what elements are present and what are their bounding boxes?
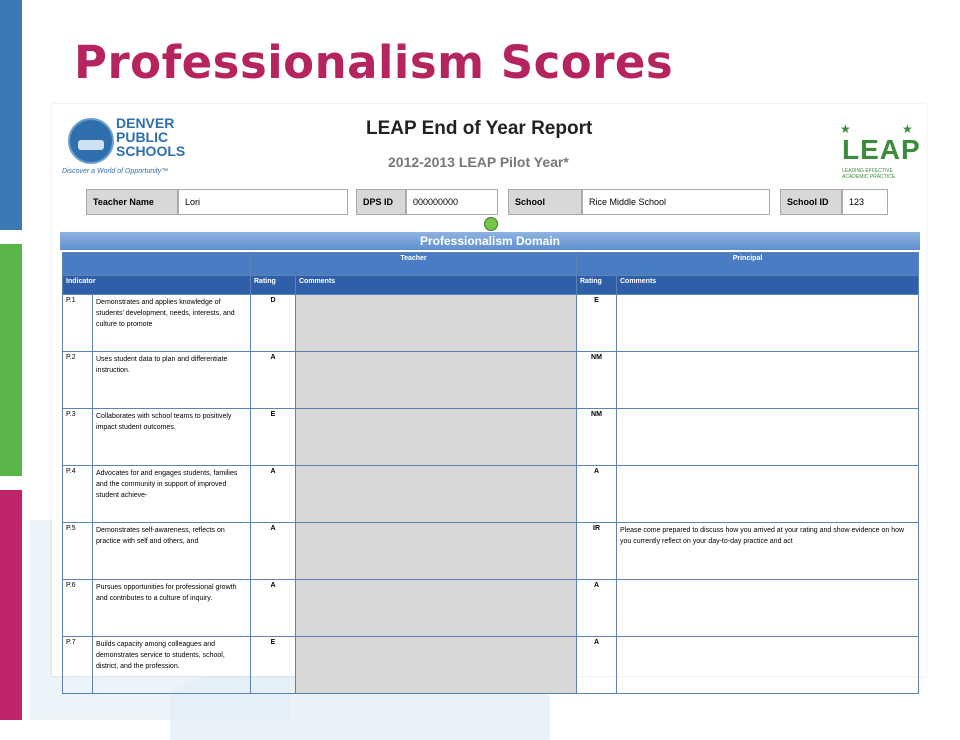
table-row (63, 352, 919, 409)
domain-title: Professionalism Domain (60, 232, 920, 250)
principal-rating[interactable]: NM (577, 352, 617, 409)
principal-comment-cell[interactable] (617, 295, 919, 352)
school-id-label: School ID (780, 189, 842, 215)
principal-comment-cell[interactable] (617, 637, 919, 694)
dps-tagline: Discover a World of Opportunity™ (62, 168, 169, 175)
teacher-name-value[interactable]: Lori (178, 189, 348, 215)
teacher-group-header: Teacher (251, 253, 577, 276)
school-field (508, 188, 770, 216)
indicator-code: P.3 (63, 409, 93, 466)
indicator-text: Uses student data to plan and differentiate instruction. (93, 352, 251, 409)
school-value[interactable]: Rice Middle School (582, 189, 770, 215)
teacher-name-label: Teacher Name (86, 189, 178, 215)
principal-rating[interactable]: E (577, 295, 617, 352)
school-label: School (508, 189, 582, 215)
teacher-comment-cell[interactable] (296, 409, 577, 466)
indicator-code: P.7 (63, 637, 93, 694)
principal-comment-cell[interactable] (617, 409, 919, 466)
teacher-comments-header: Comments (296, 276, 577, 295)
indicator-text: Collaborates with school teams to positively impact student outcomes. (93, 409, 251, 466)
accent-bar-green (0, 244, 22, 476)
indicator-code: P.1 (63, 295, 93, 352)
indicator-text: Demonstrates and applies knowledge of students' development, needs, interests, and culture to promote (93, 295, 251, 352)
teacher-rating[interactable]: A (251, 466, 296, 523)
principal-comment-cell[interactable] (617, 580, 919, 637)
teacher-comment-cell[interactable] (296, 637, 577, 694)
teacher-comment-cell[interactable] (296, 523, 577, 580)
dps-emblem-icon (68, 118, 114, 164)
indicator-text: Pursues opportunities for professional growth and contributes to a culture of inquiry. (93, 580, 251, 637)
principal-rating[interactable]: A (577, 466, 617, 523)
indicator-text: Demonstrates self-awareness, reflects on practice with self and others, and (93, 523, 251, 580)
teacher-rating[interactable]: A (251, 523, 296, 580)
teacher-rating[interactable]: E (251, 637, 296, 694)
indicator-header: Indicator (63, 276, 251, 295)
indicator-code: P.6 (63, 580, 93, 637)
dps-id-value[interactable]: 000000000 (406, 189, 498, 215)
dps-id-field (356, 188, 498, 216)
report-document (52, 104, 926, 676)
dps-id-label: DPS ID (356, 189, 406, 215)
teacher-rating[interactable]: E (251, 409, 296, 466)
teacher-rating[interactable]: A (251, 580, 296, 637)
table-row (63, 409, 919, 466)
table-row (63, 466, 919, 523)
slide-title: Professionalism Scores (74, 36, 674, 89)
principal-comments-header: Comments (617, 276, 919, 295)
table-row (63, 295, 919, 352)
teacher-name-field (86, 188, 348, 216)
accent-bar-pink (0, 490, 22, 720)
star-icon: ★ (840, 122, 851, 136)
table-row (63, 580, 919, 637)
indicator-code: P.5 (63, 523, 93, 580)
indicator-code: P.2 (63, 352, 93, 409)
accent-bar-blue (0, 0, 22, 230)
table-corner (63, 253, 251, 276)
teacher-comment-cell[interactable] (296, 466, 577, 523)
table-row (63, 523, 919, 580)
teacher-comment-cell[interactable] (296, 295, 577, 352)
dps-logo-text: DENVER PUBLIC SCHOOLS (116, 115, 186, 159)
principal-rating[interactable]: A (577, 580, 617, 637)
indicator-code: P.4 (63, 466, 93, 523)
principal-comment-cell[interactable]: Please come prepared to discuss how you arrived at your rating and show evidence on how you currently reflect on your day-to-day practice and act (617, 523, 919, 580)
teacher-rating[interactable]: A (251, 352, 296, 409)
principal-rating[interactable]: NM (577, 409, 617, 466)
principal-rating[interactable]: IR (577, 523, 617, 580)
teacher-comment-cell[interactable] (296, 352, 577, 409)
teacher-rating[interactable]: D (251, 295, 296, 352)
indicator-text: Advocates for and engages students, families and the community in support of improved student achieve- (93, 466, 251, 523)
school-id-value[interactable]: 123 (842, 189, 888, 215)
principal-rating-header: Rating (577, 276, 617, 295)
scores-table (62, 252, 919, 694)
rotation-handle[interactable] (484, 217, 498, 231)
report-subtitle: 2012-2013 LEAP Pilot Year* (388, 154, 569, 170)
principal-comment-cell[interactable] (617, 466, 919, 523)
leap-logo: ★ ★ LEAP LEADING EFFECTIVE ACADEMIC PRACTICE (840, 122, 921, 180)
teacher-comment-cell[interactable] (296, 580, 577, 637)
principal-rating[interactable]: A (577, 637, 617, 694)
dps-logo (58, 110, 194, 176)
star-icon: ★ (902, 122, 913, 136)
report-title: LEAP End of Year Report (366, 118, 593, 139)
indicator-text: Builds capacity among colleagues and demonstrates service to students, school, district, and the profession. (93, 637, 251, 694)
teacher-rating-header: Rating (251, 276, 296, 295)
school-id-field (780, 188, 888, 216)
principal-group-header: Principal (577, 253, 919, 276)
table-row (63, 637, 919, 694)
principal-comment-cell[interactable] (617, 352, 919, 409)
